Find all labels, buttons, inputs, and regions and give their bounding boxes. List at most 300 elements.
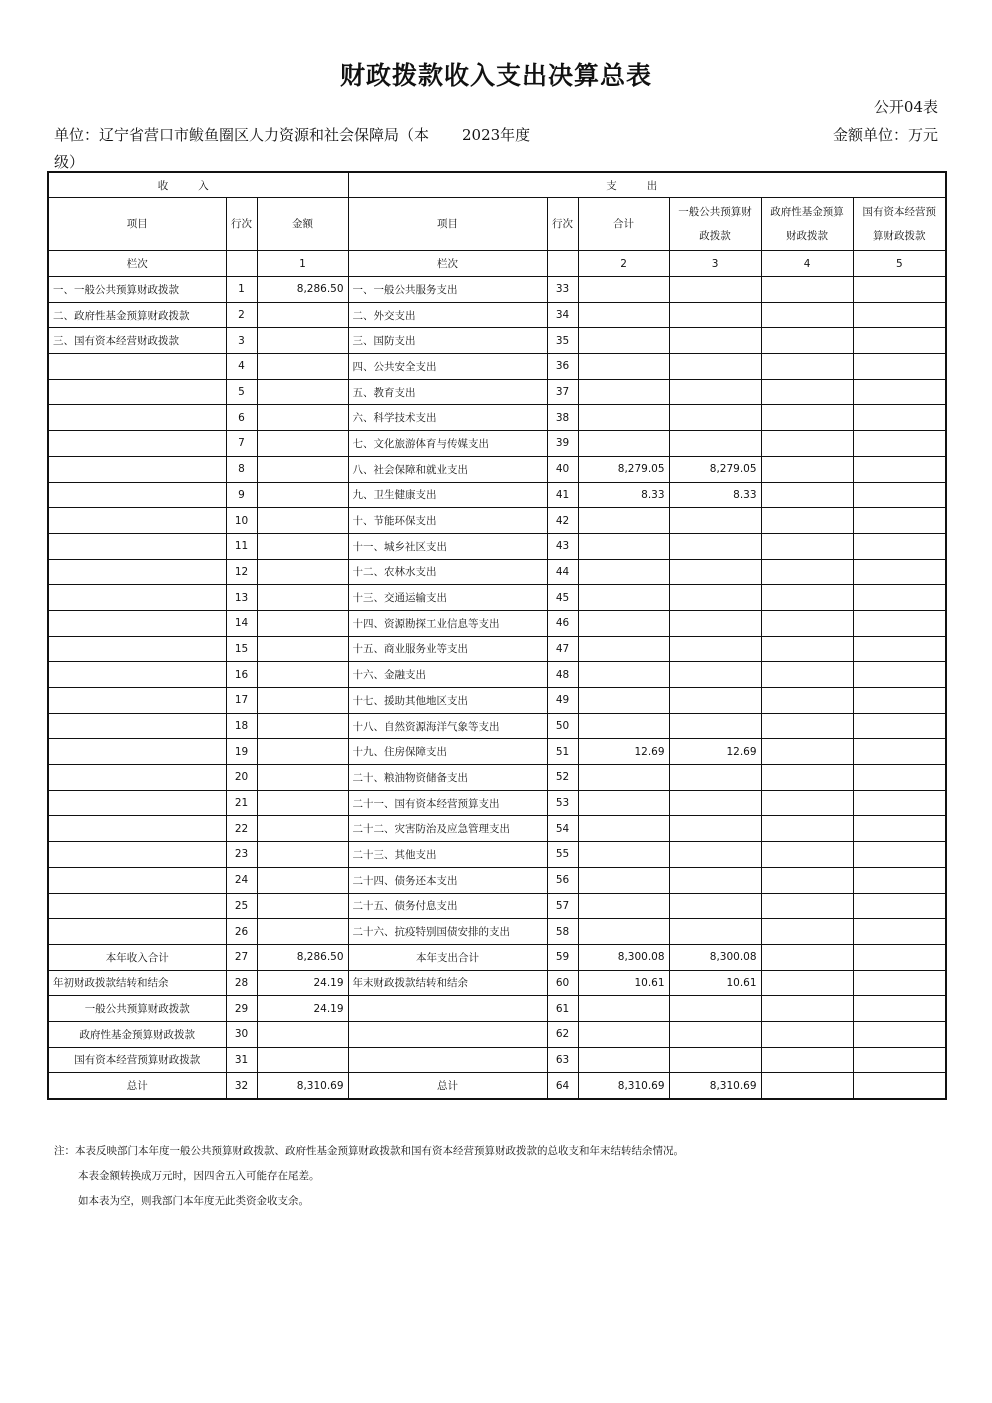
income-item: 国有资本经营预算财政拨款 [48, 1047, 226, 1073]
income-col-label: 栏次 [48, 251, 226, 277]
expense-item: 八、社会保障和就业支出 [348, 456, 547, 482]
expense-line-no: 62 [547, 1021, 578, 1047]
income-amount: 8,286.50 [257, 277, 348, 303]
expense-total [578, 713, 669, 739]
income-item [48, 713, 226, 739]
expense-fund [761, 996, 853, 1022]
expense-capital [853, 662, 946, 688]
expense-general [669, 559, 761, 585]
expense-line-no: 34 [547, 302, 578, 328]
expense-fund [761, 585, 853, 611]
col-index-5: 5 [853, 251, 946, 277]
expense-fund [761, 302, 853, 328]
page-title: 财政拨款收入支出决算总表 [339, 61, 652, 90]
expense-fund [761, 842, 853, 868]
expense-fund [761, 893, 853, 919]
expense-line-no: 49 [547, 688, 578, 714]
table-row [48, 508, 946, 534]
income-item [48, 662, 226, 688]
income-item [48, 405, 226, 431]
expense-fund [761, 636, 853, 662]
table-row [48, 610, 946, 636]
expense-line-no: 60 [547, 970, 578, 996]
capital-header: 国有资本经营预算财政拨款 [853, 198, 946, 251]
income-item [48, 919, 226, 945]
expense-total [578, 688, 669, 714]
expense-item: 十五、商业服务业等支出 [348, 636, 547, 662]
expense-fund [761, 533, 853, 559]
expense-general [669, 688, 761, 714]
income-item [48, 636, 226, 662]
expense-capital [853, 765, 946, 791]
expense-total [578, 533, 669, 559]
expense-general [669, 610, 761, 636]
col-index-1: 1 [257, 251, 348, 277]
expense-line-no: 36 [547, 354, 578, 380]
expense-fund [761, 790, 853, 816]
expense-fund [761, 688, 853, 714]
income-line-no: 3 [226, 328, 257, 354]
expense-line-no: 54 [547, 816, 578, 842]
income-line-no: 4 [226, 354, 257, 380]
expense-total [578, 842, 669, 868]
expense-general: 8.33 [669, 482, 761, 508]
expense-capital [853, 585, 946, 611]
expense-fund [761, 405, 853, 431]
expense-fund [761, 970, 853, 996]
income-item [48, 482, 226, 508]
expense-total [578, 790, 669, 816]
income-line-no: 11 [226, 533, 257, 559]
expense-fund [761, 1073, 853, 1099]
expense-header: 支出 [348, 172, 946, 198]
table-row [48, 790, 946, 816]
expense-item: 二、外交支出 [348, 302, 547, 328]
income-item: 二、政府性基金预算财政拨款 [48, 302, 226, 328]
expense-capital [853, 713, 946, 739]
unit-name: 单位：辽宁省营口市鲅鱼圈区人力资源和社会保障局（本级） [54, 126, 430, 171]
expense-item-header: 项目 [348, 198, 547, 251]
expense-fund [761, 559, 853, 585]
income-item: 本年收入合计 [48, 944, 226, 970]
expense-line-no: 61 [547, 996, 578, 1022]
note-1: 注：本表反映部门本年度一般公共预算财政拨款、政府性基金预算财政拨款和国有资本经营预算财政拨款的总收支和年末结转结余情况。 [54, 1145, 684, 1157]
income-line-header: 行次 [226, 198, 257, 251]
income-amount-header: 金额 [257, 198, 348, 251]
income-amount [257, 559, 348, 585]
expense-general [669, 1021, 761, 1047]
expense-total [578, 508, 669, 534]
expense-fund [761, 379, 853, 405]
expense-total [578, 559, 669, 585]
expense-line-no: 33 [547, 277, 578, 303]
income-item-header: 项目 [48, 198, 226, 251]
income-amount [257, 610, 348, 636]
expense-capital [853, 893, 946, 919]
expense-line-no: 35 [547, 328, 578, 354]
expense-total: 8,310.69 [578, 1073, 669, 1099]
expense-line-no: 51 [547, 739, 578, 765]
expense-capital [853, 944, 946, 970]
expense-total: 12.69 [578, 739, 669, 765]
table-row [48, 944, 946, 970]
expense-capital [853, 277, 946, 303]
income-item [48, 816, 226, 842]
expense-general [669, 431, 761, 457]
expense-fund [761, 816, 853, 842]
expense-capital [853, 1047, 946, 1073]
expense-capital [853, 739, 946, 765]
expense-general [669, 636, 761, 662]
income-item [48, 867, 226, 893]
expense-general [669, 405, 761, 431]
expense-fund [761, 277, 853, 303]
col-index-2: 2 [578, 251, 669, 277]
expense-item: 本年支出合计 [348, 944, 547, 970]
expense-general: 8,310.69 [669, 1073, 761, 1099]
table-row [48, 585, 946, 611]
income-item [48, 893, 226, 919]
table-row [48, 765, 946, 791]
expense-line-no: 63 [547, 1047, 578, 1073]
income-line-no: 1 [226, 277, 257, 303]
expense-capital [853, 302, 946, 328]
table-row [48, 302, 946, 328]
income-item [48, 765, 226, 791]
expense-item: 五、教育支出 [348, 379, 547, 405]
expense-general [669, 996, 761, 1022]
income-item [48, 431, 226, 457]
expense-item: 十、节能环保支出 [348, 508, 547, 534]
expense-capital [853, 1073, 946, 1099]
expense-general [669, 508, 761, 534]
expense-fund [761, 1047, 853, 1073]
expense-line-no: 58 [547, 919, 578, 945]
expense-item: 一、一般公共服务支出 [348, 277, 547, 303]
income-amount [257, 636, 348, 662]
expense-fund [761, 662, 853, 688]
expense-capital [853, 842, 946, 868]
expense-general [669, 842, 761, 868]
expense-item: 年末财政拨款结转和结余 [348, 970, 547, 996]
table-row [48, 842, 946, 868]
expense-line-no: 56 [547, 867, 578, 893]
income-amount [257, 354, 348, 380]
total-header: 合计 [578, 198, 669, 251]
table-row [48, 559, 946, 585]
table-row [48, 1047, 946, 1073]
expense-line-no: 37 [547, 379, 578, 405]
expense-capital [853, 996, 946, 1022]
expense-general [669, 790, 761, 816]
expense-fund [761, 739, 853, 765]
income-amount [257, 508, 348, 534]
income-line-no: 9 [226, 482, 257, 508]
income-amount [257, 816, 348, 842]
table-row [48, 713, 946, 739]
expense-line-no: 38 [547, 405, 578, 431]
expense-line-no: 45 [547, 585, 578, 611]
expense-line-no: 55 [547, 842, 578, 868]
expense-item: 二十四、债务还本支出 [348, 867, 547, 893]
expense-general: 8,300.08 [669, 944, 761, 970]
expense-general [669, 354, 761, 380]
income-line-no: 31 [226, 1047, 257, 1073]
expense-item: 二十、粮油物资储备支出 [348, 765, 547, 791]
expense-line-no: 57 [547, 893, 578, 919]
income-line-no: 30 [226, 1021, 257, 1047]
expense-total [578, 1047, 669, 1073]
table-row [48, 379, 946, 405]
expense-capital [853, 431, 946, 457]
expense-line-no: 52 [547, 765, 578, 791]
expense-line-no: 43 [547, 533, 578, 559]
expense-total [578, 636, 669, 662]
expense-item: 二十二、灾害防治及应急管理支出 [348, 816, 547, 842]
income-item [48, 842, 226, 868]
income-item [48, 533, 226, 559]
income-line-no: 32 [226, 1073, 257, 1099]
table-row [48, 636, 946, 662]
income-line-no: 22 [226, 816, 257, 842]
expense-line-no: 44 [547, 559, 578, 585]
income-line-no: 16 [226, 662, 257, 688]
income-amount [257, 919, 348, 945]
expense-general [669, 277, 761, 303]
income-item: 年初财政拨款结转和结余 [48, 970, 226, 996]
income-amount [257, 456, 348, 482]
income-amount [257, 739, 348, 765]
income-line-no: 10 [226, 508, 257, 534]
expense-capital [853, 636, 946, 662]
table-row [48, 970, 946, 996]
income-line-no: 7 [226, 431, 257, 457]
income-item [48, 688, 226, 714]
expense-general [669, 302, 761, 328]
expense-line-no: 46 [547, 610, 578, 636]
expense-general [669, 328, 761, 354]
expense-total [578, 302, 669, 328]
expense-capital [853, 405, 946, 431]
income-amount: 8,310.69 [257, 1073, 348, 1099]
income-amount [257, 1021, 348, 1047]
note-3: 如本表为空，则我部门本年度无此类资金收支余。 [78, 1195, 309, 1207]
expense-fund [761, 944, 853, 970]
expense-capital [853, 867, 946, 893]
expense-line-no: 41 [547, 482, 578, 508]
income-line-no: 26 [226, 919, 257, 945]
income-header: 收入 [48, 172, 348, 198]
expense-general [669, 662, 761, 688]
income-amount [257, 328, 348, 354]
expense-capital [853, 610, 946, 636]
expense-total [578, 765, 669, 791]
expense-col-label: 栏次 [348, 251, 547, 277]
table-row [48, 662, 946, 688]
expense-fund [761, 610, 853, 636]
expense-general [669, 765, 761, 791]
income-line-no: 23 [226, 842, 257, 868]
fiscal-year: 2023年度 [462, 126, 531, 144]
expense-total [578, 816, 669, 842]
expense-general [669, 713, 761, 739]
expense-total: 8,279.05 [578, 456, 669, 482]
table-row [48, 431, 946, 457]
expense-item: 二十五、债务付息支出 [348, 893, 547, 919]
income-amount [257, 405, 348, 431]
expense-item: 十六、金融支出 [348, 662, 547, 688]
income-amount [257, 1047, 348, 1073]
expense-total [578, 585, 669, 611]
expense-item: 四、公共安全支出 [348, 354, 547, 380]
expense-item: 十二、农林水支出 [348, 559, 547, 585]
income-amount: 8,286.50 [257, 944, 348, 970]
table-row [48, 1073, 946, 1099]
expense-fund [761, 713, 853, 739]
table-row [48, 328, 946, 354]
income-line-no: 8 [226, 456, 257, 482]
expense-line-no: 42 [547, 508, 578, 534]
expense-item: 九、卫生健康支出 [348, 482, 547, 508]
table-row [48, 893, 946, 919]
income-line-no: 19 [226, 739, 257, 765]
expense-fund [761, 482, 853, 508]
income-amount: 24.19 [257, 996, 348, 1022]
expense-fund [761, 328, 853, 354]
expense-total [578, 996, 669, 1022]
expense-general [669, 893, 761, 919]
expense-total [578, 662, 669, 688]
expense-capital [853, 688, 946, 714]
table-row [48, 405, 946, 431]
expense-general [669, 533, 761, 559]
expense-fund [761, 919, 853, 945]
expense-total [578, 919, 669, 945]
expense-line-no: 53 [547, 790, 578, 816]
expense-line-no: 48 [547, 662, 578, 688]
table-row [48, 456, 946, 482]
expense-total: 10.61 [578, 970, 669, 996]
table-row [48, 277, 946, 303]
notes [54, 1139, 684, 1214]
expense-capital [853, 790, 946, 816]
expense-total [578, 867, 669, 893]
expense-line-header: 行次 [547, 198, 578, 251]
income-item: 三、国有资本经营财政拨款 [48, 328, 226, 354]
income-amount [257, 688, 348, 714]
expense-capital [853, 482, 946, 508]
income-amount [257, 482, 348, 508]
expense-item: 十四、资源勘探工业信息等支出 [348, 610, 547, 636]
table-row [48, 919, 946, 945]
expense-total [578, 893, 669, 919]
income-amount [257, 379, 348, 405]
income-item [48, 456, 226, 482]
income-amount [257, 867, 348, 893]
expense-item: 十七、援助其他地区支出 [348, 688, 547, 714]
expense-capital [853, 816, 946, 842]
income-line-no: 6 [226, 405, 257, 431]
header-row-column-index [48, 251, 946, 277]
expense-fund [761, 354, 853, 380]
expense-item: 十九、住房保障支出 [348, 739, 547, 765]
income-col-empty [226, 251, 257, 277]
income-item [48, 508, 226, 534]
income-item [48, 559, 226, 585]
expense-total [578, 328, 669, 354]
header-row-columns [48, 198, 946, 251]
income-line-no: 17 [226, 688, 257, 714]
income-item: 一般公共预算财政拨款 [48, 996, 226, 1022]
expense-item: 总计 [348, 1073, 547, 1099]
income-line-no: 28 [226, 970, 257, 996]
expense-line-no: 47 [547, 636, 578, 662]
expense-capital [853, 456, 946, 482]
income-amount [257, 585, 348, 611]
income-line-no: 13 [226, 585, 257, 611]
income-amount [257, 893, 348, 919]
income-item: 政府性基金预算财政拨款 [48, 1021, 226, 1047]
expense-fund [761, 867, 853, 893]
income-item [48, 610, 226, 636]
expense-capital [853, 1021, 946, 1047]
expense-general [669, 585, 761, 611]
income-amount [257, 302, 348, 328]
income-line-no: 21 [226, 790, 257, 816]
expense-total: 8,300.08 [578, 944, 669, 970]
table-row [48, 533, 946, 559]
expense-capital [853, 328, 946, 354]
expense-total [578, 610, 669, 636]
money-unit: 金额单位：万元 [832, 126, 938, 144]
expense-line-no: 59 [547, 944, 578, 970]
income-line-no: 24 [226, 867, 257, 893]
header-row-sections [48, 172, 946, 198]
expense-general [669, 816, 761, 842]
income-amount [257, 842, 348, 868]
expense-total [578, 354, 669, 380]
expense-fund [761, 765, 853, 791]
table-row [48, 482, 946, 508]
expense-general [669, 867, 761, 893]
table-row [48, 739, 946, 765]
expense-item: 六、科学技术支出 [348, 405, 547, 431]
expense-general: 12.69 [669, 739, 761, 765]
general-header: 一般公共预算财政拨款 [669, 198, 761, 251]
table-row [48, 816, 946, 842]
expense-general [669, 379, 761, 405]
expense-total [578, 277, 669, 303]
expense-item [348, 1021, 547, 1047]
expense-total [578, 1021, 669, 1047]
expense-fund [761, 431, 853, 457]
income-item: 一、一般公共预算财政拨款 [48, 277, 226, 303]
expense-item: 十一、城乡社区支出 [348, 533, 547, 559]
expense-item [348, 1047, 547, 1073]
table-row [48, 354, 946, 380]
income-amount [257, 431, 348, 457]
income-line-no: 5 [226, 379, 257, 405]
income-line-no: 14 [226, 610, 257, 636]
expense-capital [853, 970, 946, 996]
expense-general [669, 1047, 761, 1073]
income-line-no: 12 [226, 559, 257, 585]
income-item [48, 379, 226, 405]
table-row [48, 688, 946, 714]
expense-item: 七、文化旅游体育与传媒支出 [348, 431, 547, 457]
income-item [48, 790, 226, 816]
expense-line-no: 50 [547, 713, 578, 739]
